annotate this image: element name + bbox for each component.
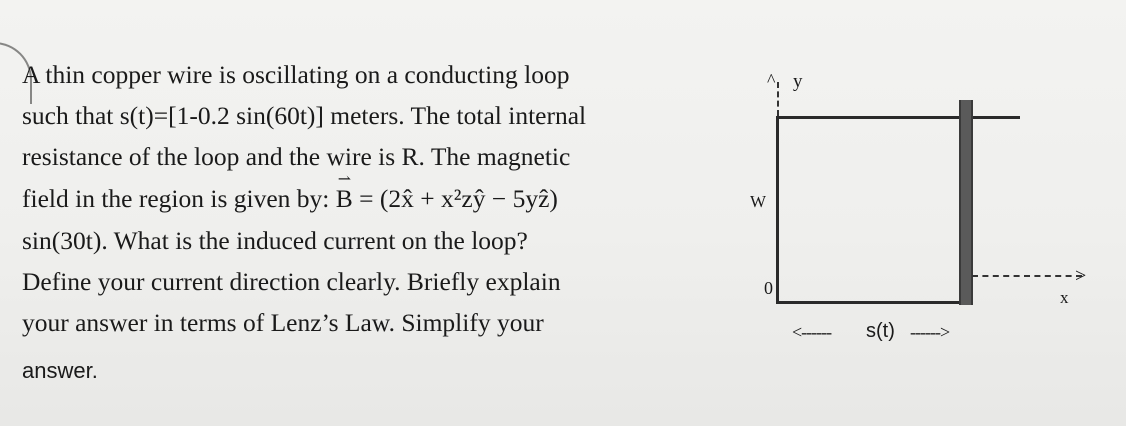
problem-line-4 <box>22 186 558 212</box>
x-arrow-head: > <box>1075 265 1087 287</box>
problem-line-6: Define your current direction clearly. Briefly explain <box>22 267 561 296</box>
loop-left-side <box>776 116 779 302</box>
s-label: s(t) <box>866 320 895 342</box>
loop-top-rail <box>777 116 1020 119</box>
loop-diagram <box>740 60 1120 360</box>
x-axis <box>972 275 1082 277</box>
field-symbol: ⇀ B <box>336 186 353 212</box>
loop-bottom-rail <box>776 301 969 304</box>
x-axis-label: x <box>1060 288 1069 307</box>
origin-label: 0 <box>764 278 773 298</box>
s-left-arrow: <------ <box>792 322 832 342</box>
s-right-arrow: ------> <box>910 322 950 342</box>
field-intro: field in the region is given by: <box>22 184 336 213</box>
problem-line-7: your answer in terms of Lenz’s Law. Simplify your <box>22 308 544 337</box>
problem-line-5: sin(30t). What is the induced current on the loop? <box>22 226 528 255</box>
y-axis-label: y <box>793 71 803 92</box>
y-axis <box>777 82 779 116</box>
sliding-wire <box>959 100 973 305</box>
width-label: W <box>750 192 767 211</box>
field-expression: = (2x̂ + x²zŷ − 5yẑ) <box>352 184 558 213</box>
problem-line-8: answer. <box>22 358 98 383</box>
problem-line-3: resistance of the loop and the wire is R. The magnetic <box>22 142 571 171</box>
problem-line-2: such that s(t)=[1-0.2 sin(60t)] meters. The total internal <box>22 101 587 130</box>
problem-line-1: A thin copper wire is oscillating on a conducting loop <box>22 60 570 89</box>
y-arrow-head: ^ <box>767 70 776 90</box>
